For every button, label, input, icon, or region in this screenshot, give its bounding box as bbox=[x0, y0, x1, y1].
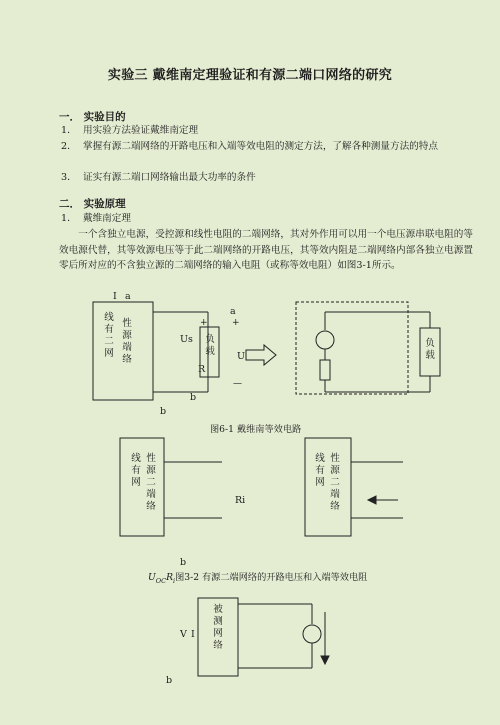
label-source-Us: Us bbox=[180, 334, 193, 345]
label-voltage-V: V bbox=[180, 629, 187, 640]
list-item-number: 1． bbox=[61, 125, 77, 136]
network-box bbox=[305, 438, 351, 536]
internal-resistor bbox=[320, 360, 330, 380]
list-item-text: 用实验方法验证戴维南定理 bbox=[83, 125, 199, 136]
label-minus: — bbox=[233, 379, 242, 389]
body-paragraph: 一个含独立电源，受控源和线性电阻的二端网络，其对外作用可以用一个电压源串联电阻的等效电源代替，其等效源电压等于此二端网络的开路电压，其等效内阻是二端网络内部各独立电源置零后所对应的不含独立源的二端网络的输入电阻（或称等效电阻）如图3-1所示。 bbox=[59, 229, 473, 271]
right-arrow-icon bbox=[246, 345, 276, 365]
label-node-b: b bbox=[160, 406, 167, 417]
load-label: 负 载 bbox=[425, 338, 435, 361]
section-heading-purpose: 一． 实验目的 bbox=[59, 111, 126, 123]
label-resistor-R: R bbox=[198, 364, 206, 375]
network-label-column: 线 有 网 bbox=[131, 453, 141, 488]
list-item-number: 2． bbox=[61, 141, 77, 152]
network-label-column: 线 有 二 网 bbox=[104, 312, 114, 359]
load-label: 负 载 bbox=[205, 334, 215, 357]
label-current-I: I bbox=[113, 291, 117, 302]
figure-caption: $U_{OC}R_i$图3-2 有源二端网络的开路电压和入端等效电阻 bbox=[148, 572, 368, 585]
subsection-title: 戴维南定理 bbox=[83, 213, 131, 224]
label-node-a: a bbox=[230, 306, 236, 317]
label-resistance-Ri: Ri bbox=[235, 495, 246, 506]
dashed-boundary bbox=[296, 302, 408, 394]
label-node-b: b bbox=[180, 557, 187, 568]
figure-caption: 图6-1 戴维南等效电路 bbox=[210, 424, 302, 435]
label-plus: + bbox=[200, 318, 208, 328]
label-current-I: I bbox=[191, 629, 195, 640]
network-label-column: 性 源 端 络 bbox=[122, 318, 132, 365]
list-item-number: 3． bbox=[61, 172, 77, 183]
page-title: 实验三 戴维南定理验证和有源二端口网络的研究 bbox=[107, 68, 393, 83]
list-item-number: 1． bbox=[61, 213, 77, 224]
network-label-column: 线 有 网 bbox=[315, 453, 325, 488]
label-voltage-U: U bbox=[237, 351, 246, 362]
section-heading-principle: 二． 实验原理 bbox=[59, 198, 126, 210]
network-label-column: 被 测 网 络 bbox=[213, 604, 223, 651]
left-arrow-icon bbox=[368, 496, 376, 504]
label-node-a: a bbox=[125, 291, 131, 302]
network-label-column: 性 源 二 端 络 bbox=[146, 453, 156, 512]
list-item-text: 掌握有源二端网络的开路电压和入端等效电阻的测定方法，了解各种测量方法的特点 bbox=[83, 141, 438, 152]
label-node-b: b bbox=[190, 392, 197, 403]
down-arrow-icon bbox=[321, 656, 329, 664]
network-box bbox=[120, 438, 164, 536]
list-item-text: 证实有源二端口网络输出最大功率的条件 bbox=[83, 172, 256, 183]
label-node-b: b bbox=[166, 675, 173, 686]
network-label-column: 性 源 二 端 络 bbox=[330, 453, 340, 512]
current-source-icon bbox=[303, 625, 321, 643]
label-plus: + bbox=[232, 318, 240, 328]
voltage-source-icon bbox=[316, 331, 334, 349]
